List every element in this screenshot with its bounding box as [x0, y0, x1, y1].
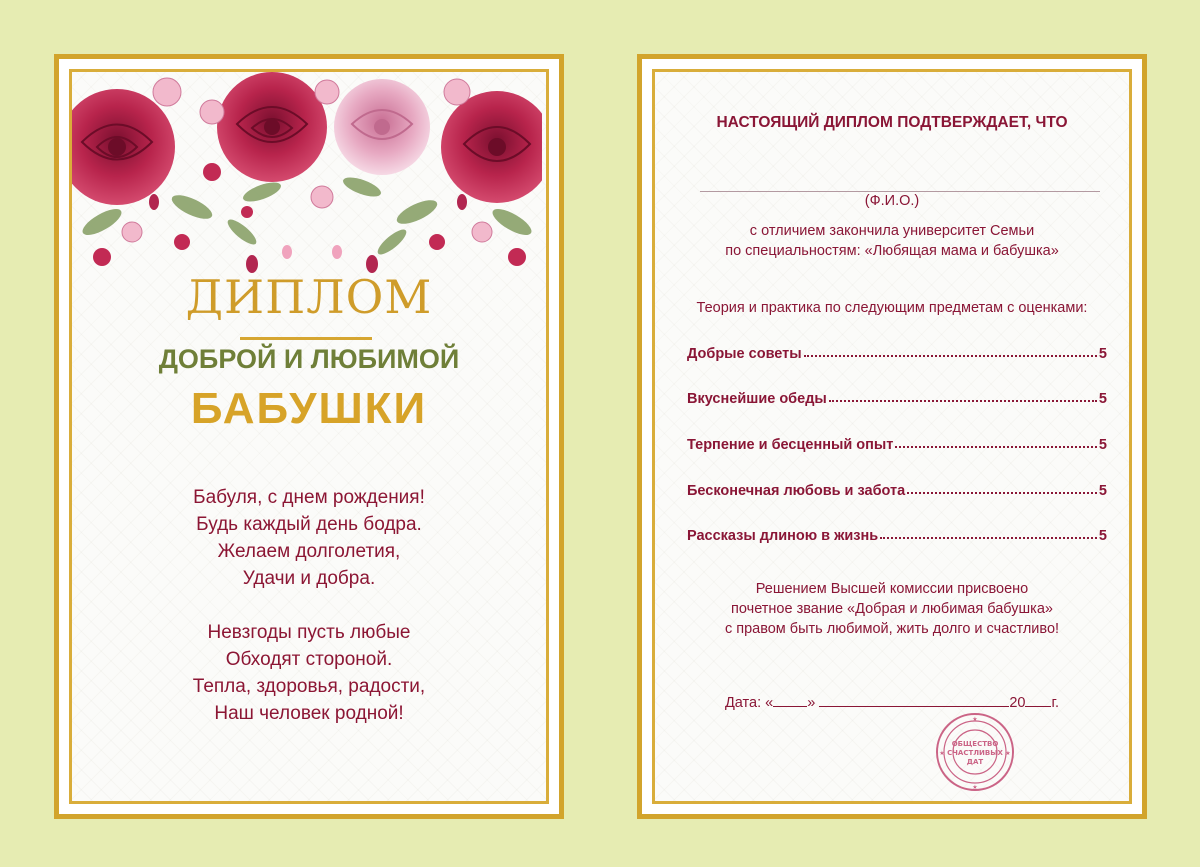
diploma-title: ДИПЛОМ — [185, 270, 433, 324]
poem-verse — [72, 619, 546, 727]
stamp-text-line: СЧАСТЛИВЫХ — [947, 749, 1003, 757]
diploma-subtitle: ДОБРОЙ И ЛЮБИМОЙ — [158, 344, 460, 374]
grade-score: 5 — [1098, 483, 1107, 499]
day-blank — [773, 692, 807, 707]
leader-dots — [895, 446, 1097, 448]
poem-line: Бабуля, с днем рождения! — [193, 487, 425, 508]
svg-text:★: ★ — [939, 750, 945, 757]
poem-line: Желаем долголетия, — [217, 541, 401, 562]
rose-center-pink — [334, 79, 430, 175]
date-field — [655, 692, 1129, 711]
leader-dots — [880, 537, 1097, 539]
rose-left — [72, 89, 175, 205]
decision-line: Решением Высшей комиссии присвоено — [755, 581, 1029, 597]
rose-garland-illustration — [72, 72, 542, 277]
name-fill-line — [700, 191, 1100, 192]
year-prefix: 20 — [1009, 695, 1026, 711]
diploma-recipient-title: БАБУШКИ — [190, 384, 428, 433]
poem-line: Наш человек родной! — [214, 703, 404, 724]
decision-text — [655, 579, 1129, 639]
date-prefix: Дата: « — [724, 695, 774, 711]
title-divider — [240, 337, 372, 340]
stamp-text-line: ДАТ — [966, 758, 984, 766]
poem-line: Обходят стороной. — [225, 649, 393, 670]
rose-right — [441, 91, 542, 203]
leader-dots — [829, 400, 1097, 402]
graduation-text — [655, 221, 1129, 261]
year-suffix: г. — [1051, 695, 1060, 711]
svg-text:★: ★ — [972, 784, 978, 791]
grade-score: 5 — [1098, 528, 1107, 544]
svg-text:★: ★ — [1005, 750, 1011, 757]
grade-row — [687, 340, 1107, 362]
poem-line: Невзгоды пусть любые — [207, 622, 411, 643]
diploma-back-page — [637, 54, 1147, 819]
leader-dots — [907, 492, 1097, 494]
grade-score: 5 — [1098, 391, 1107, 407]
grade-subject: Добрые советы — [687, 346, 802, 362]
grade-subject: Рассказы длиною в жизнь — [687, 528, 879, 544]
decision-line: почетное звание «Добрая и любимая бабушка» — [731, 601, 1053, 617]
name-field-label: (Ф.И.О.) — [864, 193, 920, 209]
grade-row — [687, 431, 1107, 453]
grade-score: 5 — [1098, 346, 1107, 362]
grade-score: 5 — [1098, 437, 1107, 453]
grade-row — [687, 385, 1107, 407]
date-quote-close: » — [807, 695, 816, 711]
svg-text:★: ★ — [972, 716, 978, 723]
greeting-poem — [72, 484, 546, 754]
decision-line: с правом быть любимой, жить долго и счастливо! — [724, 621, 1060, 637]
back-page-inner-frame — [652, 69, 1132, 804]
diploma-front-page — [54, 54, 564, 819]
stamp-text-line: ОБЩЕСТВО — [951, 740, 999, 748]
leader-dots — [804, 355, 1097, 357]
poem-verse — [72, 484, 546, 592]
certificate-heading: НАСТОЯЩИЙ ДИПЛОМ ПОДТВЕРЖДАЕТ, ЧТО — [716, 114, 1068, 131]
grade-subject: Вкуснейшие обеды — [687, 391, 827, 407]
subjects-intro: Теория и практика по следующим предметам с оценками: — [696, 300, 1088, 316]
year-blank — [1025, 692, 1051, 707]
rose-center-left — [217, 72, 327, 182]
grade-row — [687, 477, 1107, 499]
graduation-line: с отличием закончила университет Семьи — [749, 223, 1035, 239]
poem-line: Тепла, здоровья, радости, — [192, 676, 426, 697]
poem-line: Удачи и добра. — [242, 568, 376, 589]
grade-subject: Бесконечная любовь и забота — [687, 483, 906, 499]
poem-line: Будь каждый день бодра. — [196, 514, 422, 535]
front-page-inner-frame — [69, 69, 549, 804]
grade-row — [687, 522, 1107, 544]
graduation-line: по специальностям: «Любящая мама и бабушка» — [725, 243, 1059, 259]
society-seal-stamp — [934, 711, 1016, 793]
grade-subject: Терпение и бесценный опыт — [687, 437, 894, 453]
month-blank — [819, 692, 1009, 707]
